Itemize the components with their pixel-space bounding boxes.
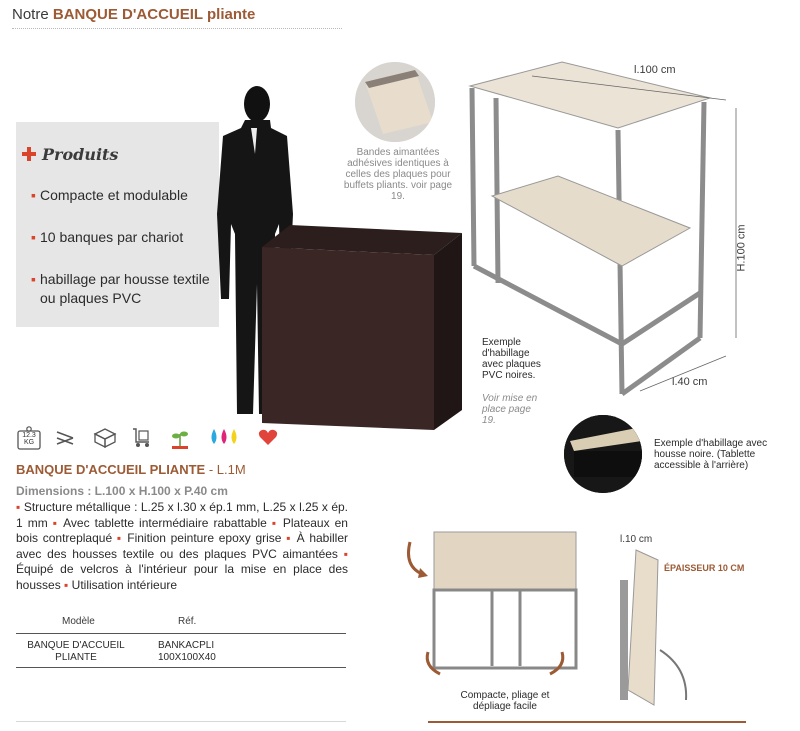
eco-plant-icon [168,426,192,448]
folding-demo-photo [400,528,580,678]
produits-item: ▪ habillage par housse textile ou plaques PVC [31,271,210,306]
side-depth-dimension: l.10 cm [620,534,653,545]
plus-icon [22,147,36,161]
housse-note: Exemple d'habillage avec housse noire. (Tablette accessible à l'arrière) [654,438,768,471]
pvc-note: Exemple d'habillage avec plaques PVC noires. [482,337,541,381]
trolley-icon [130,426,152,448]
voir-mise-note: Voir mise en place page 19. [482,393,538,426]
length-dimension: l.100 cm [634,64,676,76]
bottom-divider-right [428,721,746,723]
depth-dimension: l.40 cm [672,376,708,388]
magnet-strip-photo [355,62,435,142]
bottom-divider-left [16,721,346,722]
heart-icon [257,426,279,448]
table-header-modele: Modèle [62,616,95,627]
table-divider [16,667,346,668]
counter-photo [262,225,462,430]
fold-note: Compacte, pliage et dépliage facile [460,690,550,712]
table-cell-ref: BANKACPLI 100X100X40 [158,640,216,663]
thickness-label: ÉPAISSEUR 10 CM [664,563,745,573]
height-dimension: H.100 cm [735,224,748,272]
header-divider [12,28,342,29]
housse-tablette-photo [564,415,642,493]
magnet-note: Bandes aimantées adhésives identiques à celles des plaques pour buffets pliants. voir page 19. [343,147,453,202]
product-description: ▪ Structure métallique : L.25 x l.30 x ép.1 mm, L.25 x l.25 x ép. 1 mm ▪ Avec tablette intermédiaire rabattable ▪ Plateaux en bois contreplaqué ▪ Finition peinture epoxy grise ▪ À habiller avec des housses textile ou des plaques PVC aimantées ▪ Équipé de velcros à l'intérieur pour la mise en place des housses ▪ Utilisation intérieure [16,500,349,592]
produits-heading: Produits [22,145,118,164]
product-title: BANQUE D'ACCUEIL PLIANTE - L.1M [16,462,246,477]
table-divider [16,633,346,634]
stack-icon [54,426,76,448]
product-dimensions: Dimensions : L.100 x H.100 x P.40 cm [16,484,228,498]
produits-item: ▪ 10 banques par chariot [31,229,184,245]
dimension-arrows [520,56,750,401]
weight-icon: 12.3 KG [16,426,42,448]
table-header-ref: Réf. [178,616,197,627]
ink-drops-icon [207,426,243,448]
page-title: Notre BANQUE D'ACCUEIL pliante [12,6,256,23]
box-icon [92,426,118,448]
table-cell-modele: BANQUE D'ACCUEIL PLIANTE [27,640,125,663]
produits-item: ▪ Compacte et modulable [31,187,188,203]
